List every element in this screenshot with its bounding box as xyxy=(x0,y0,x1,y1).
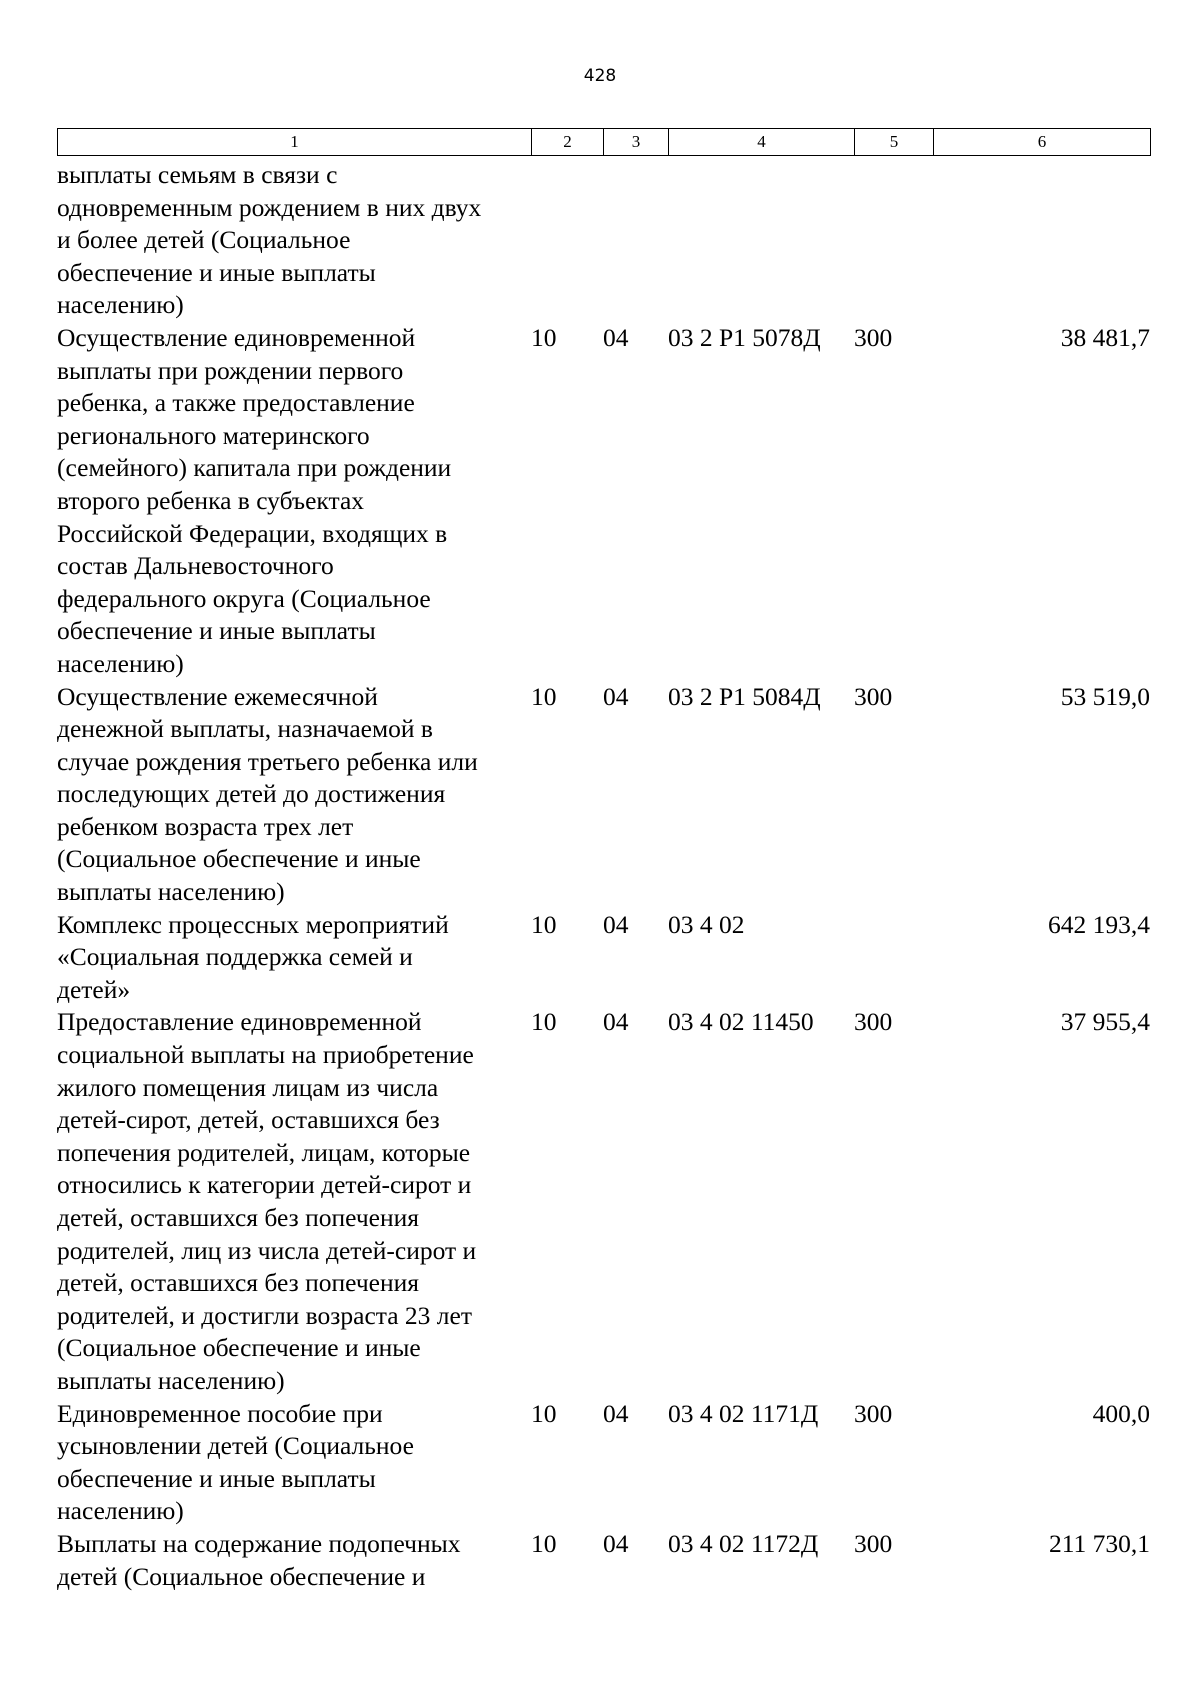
table-row xyxy=(57,681,1150,909)
row-name: выплаты семьям в связи с одновременным рождением в них двух и более детей (Социальное обеспечение и иные выплаты населению) xyxy=(57,160,482,320)
row-expense-type: 300 xyxy=(854,1398,893,1428)
table-row xyxy=(57,1006,1150,1397)
row-expense-type: 300 xyxy=(854,1007,893,1037)
row-amount: 642 193,4 xyxy=(1048,909,1150,939)
row-subsection: 04 xyxy=(603,1007,629,1037)
row-section xyxy=(531,159,603,322)
table-row xyxy=(57,1398,1150,1528)
row-section: 10 xyxy=(531,322,557,352)
table-row xyxy=(57,909,1150,1007)
row-subsection xyxy=(603,159,668,322)
row-expense-type: 300 xyxy=(854,322,893,352)
row-subsection: 04 xyxy=(603,681,629,711)
row-subsection: 04 xyxy=(603,1398,629,1428)
table-row xyxy=(57,322,1150,681)
row-target-article: 03 4 02 xyxy=(668,909,745,939)
row-name: Осуществление единовременной выплаты при рождении первого ребенка, а также предоставление регионального материнского (семейного) капитала при рождении второго ребенка в субъектах Российской Федерации, входящих в состав Дальневосточного федерального округа (Социальное обеспечение и иные выплаты населению) xyxy=(57,322,452,678)
row-amount: 53 519,0 xyxy=(1060,681,1150,711)
row-name: Осуществление ежемесячной денежной выплаты, назначаемой в случае рождения третьего ребенка или последующих детей до достижения ребенком возраста трех лет (Социальное обеспечение и иные выплаты населению) xyxy=(57,681,478,907)
row-section: 10 xyxy=(531,1007,557,1037)
column-header-4: 4 xyxy=(669,129,855,156)
column-header-5: 5 xyxy=(855,129,934,156)
row-target-article: 03 4 02 11450 xyxy=(668,1007,814,1037)
row-amount: 211 730,1 xyxy=(1048,1528,1150,1558)
column-header-row xyxy=(58,129,1151,156)
row-amount: 37 955,4 xyxy=(1060,1007,1150,1037)
row-name: Комплекс процессных мероприятий «Социальная поддержка семей и детей» xyxy=(57,909,449,1004)
column-header-3: 3 xyxy=(604,129,669,156)
row-target-article: 03 2 P1 5078Д xyxy=(668,322,821,352)
row-target-article xyxy=(668,159,854,322)
row-section: 10 xyxy=(531,1398,557,1428)
row-expense-type xyxy=(854,159,933,322)
row-expense-type: 300 xyxy=(854,1528,893,1558)
row-subsection: 04 xyxy=(603,909,629,939)
row-name: Выплаты на содержание подопечных детей (Социальное обеспечение и xyxy=(57,1528,461,1591)
row-target-article: 03 4 02 1172Д xyxy=(668,1528,819,1558)
row-target-article: 03 2 P1 5084Д xyxy=(668,681,821,711)
row-section: 10 xyxy=(531,1528,557,1558)
table-row xyxy=(57,1528,1150,1593)
row-expense-type: 300 xyxy=(854,681,893,711)
row-amount: 38 481,7 xyxy=(1060,322,1150,352)
page-number: 428 xyxy=(583,66,617,86)
budget-table xyxy=(57,159,1150,1593)
row-expense-type xyxy=(854,909,933,1007)
row-section: 10 xyxy=(531,681,557,711)
row-name: Предоставление единовременной социальной выплаты на приобретение жилого помещения лицам из числа детей-сирот, детей, оставшихся без попечения родителей, лицам, которые относились к категории детей-сирот и детей, оставшихся без попечения родителей, лиц из числа детей-сирот и детей, оставшихся без попечения родителей, и достигли возраста 23 лет (Социальное обеспечение и иные выплаты населению) xyxy=(57,1007,477,1395)
row-subsection: 04 xyxy=(603,322,629,352)
table-row xyxy=(57,159,1150,322)
row-target-article: 03 4 02 1171Д xyxy=(668,1398,819,1428)
row-section: 10 xyxy=(531,909,557,939)
row-amount xyxy=(933,159,1150,322)
row-amount: 400,0 xyxy=(1092,1398,1150,1428)
column-header-1: 1 xyxy=(58,129,532,156)
column-header-6: 6 xyxy=(934,129,1151,156)
row-subsection: 04 xyxy=(603,1528,629,1558)
row-name: Единовременное пособие при усыновлении детей (Социальное обеспечение и иные выплаты населению) xyxy=(57,1398,414,1526)
column-header-2: 2 xyxy=(532,129,604,156)
column-header-table xyxy=(57,128,1151,156)
